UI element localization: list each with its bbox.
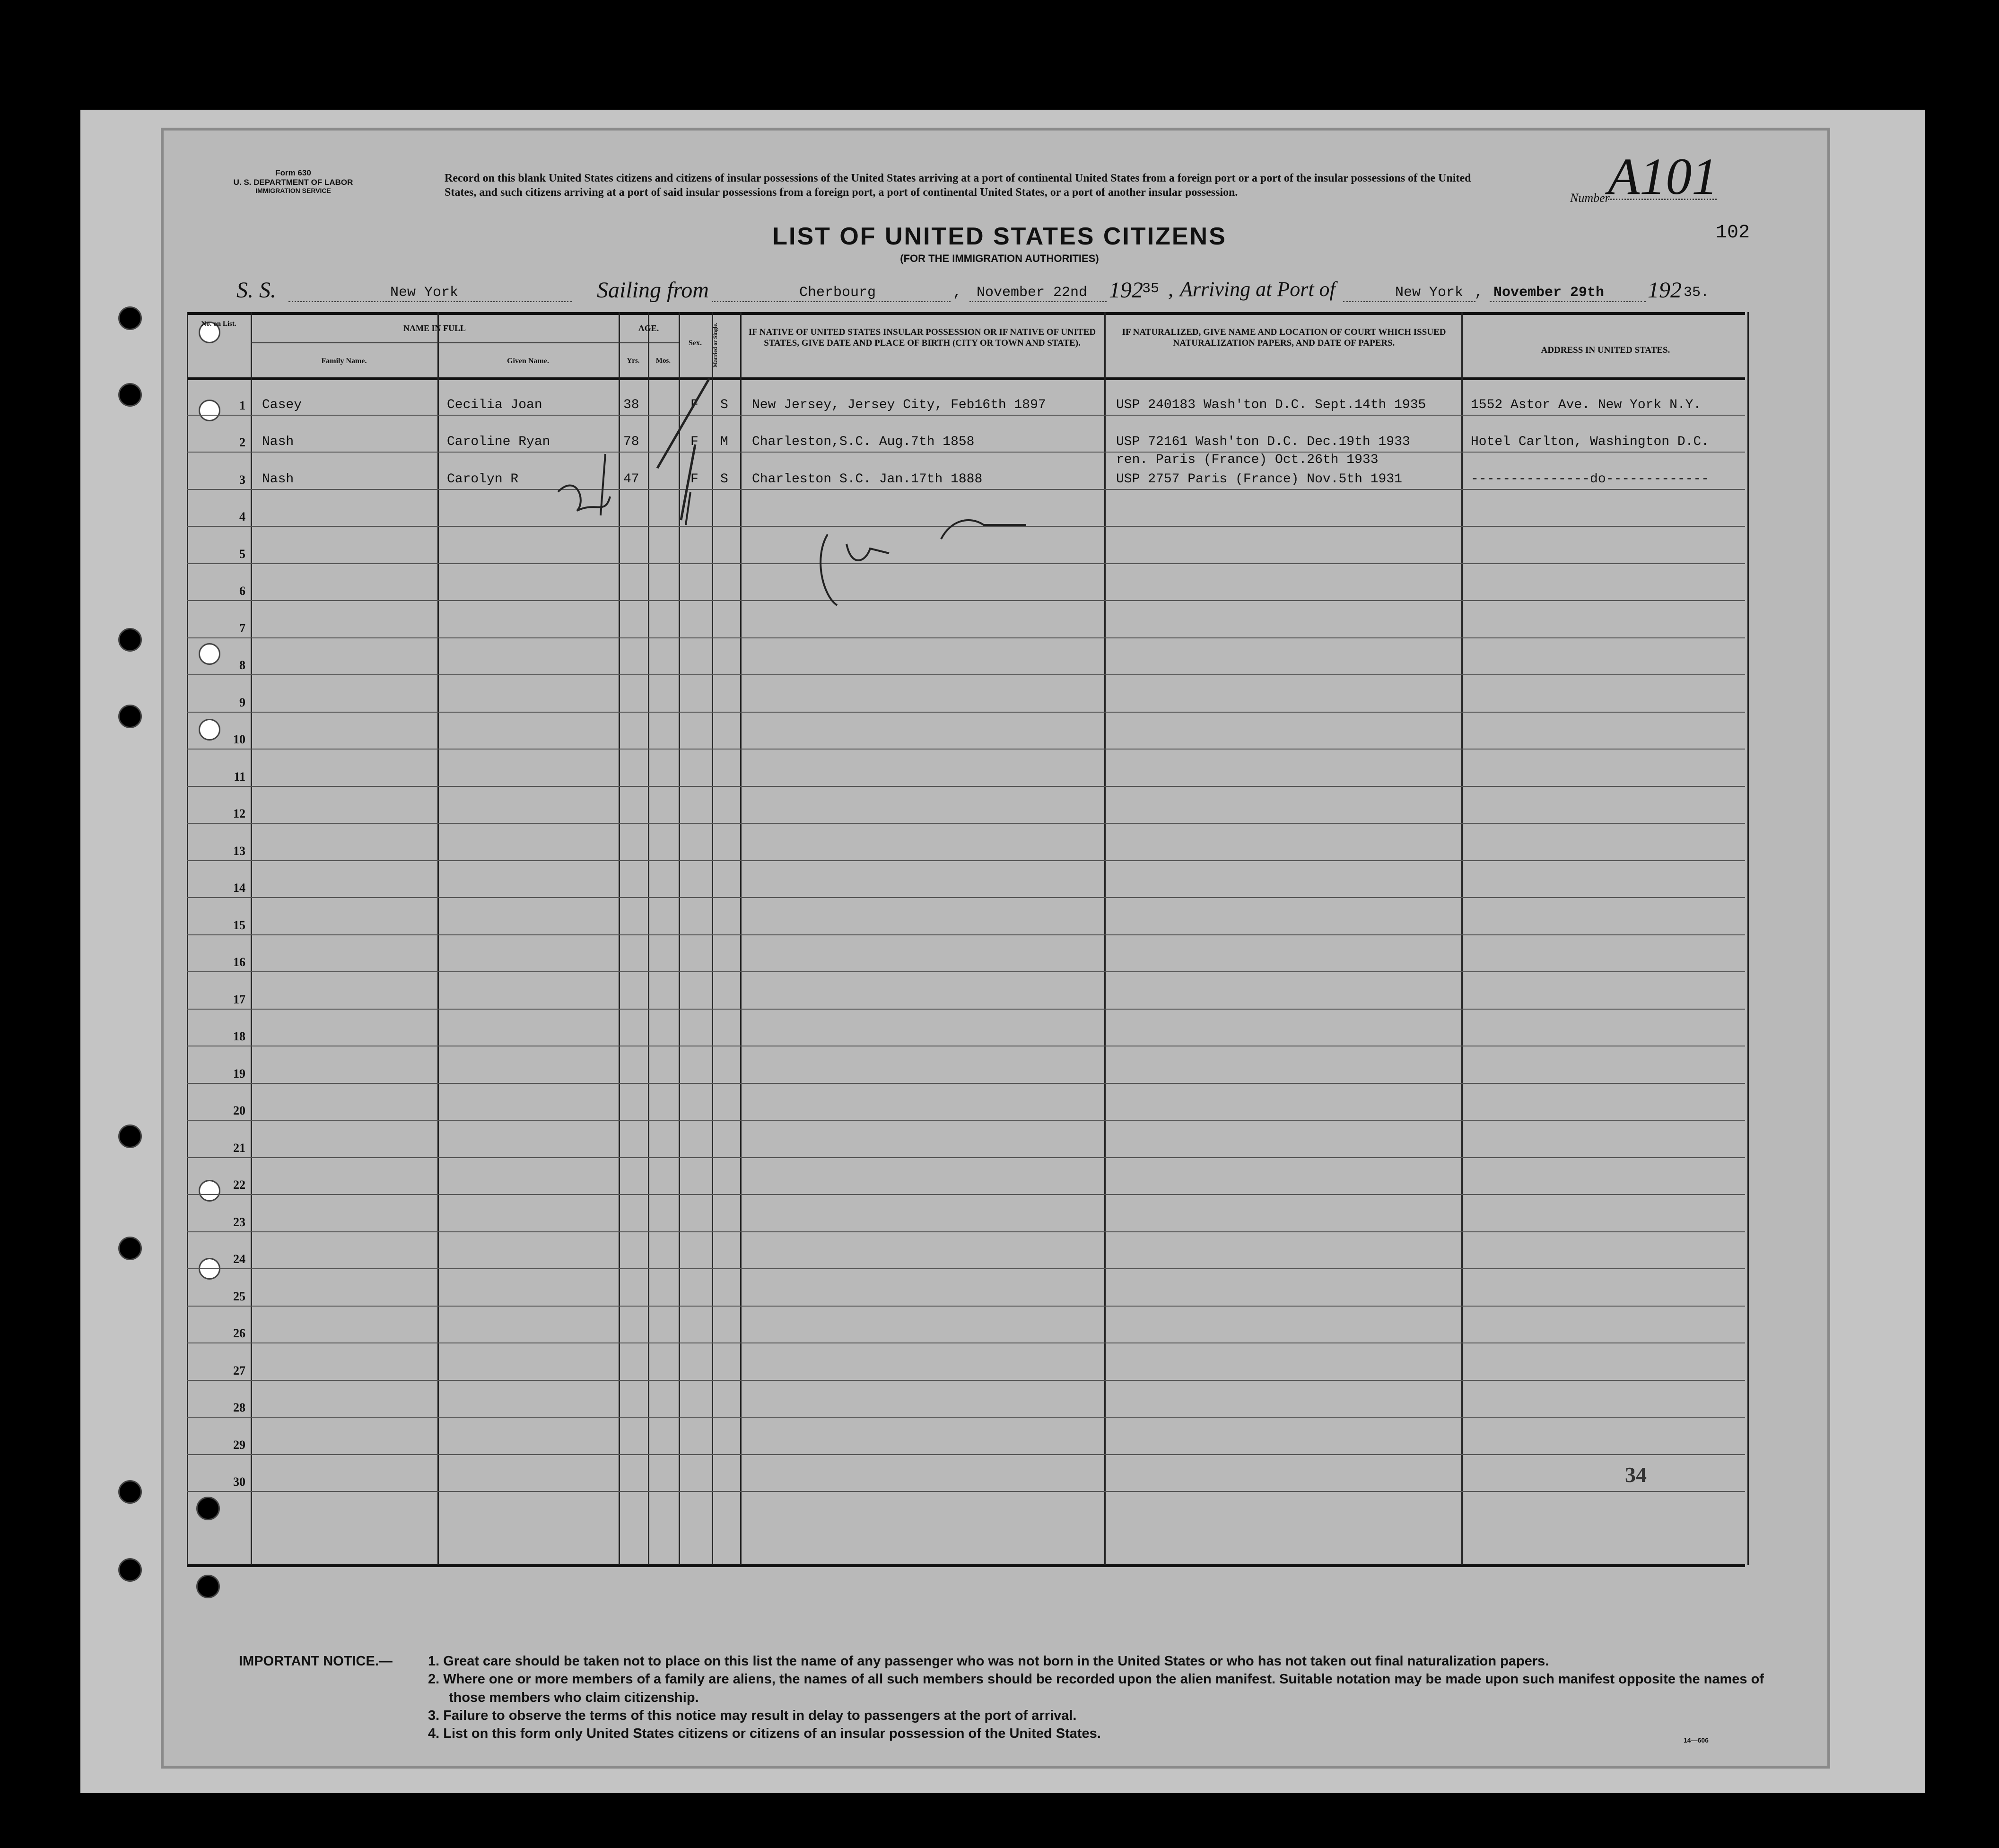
row-number: 23 — [233, 1215, 245, 1229]
sex-cell: F — [690, 397, 698, 412]
notice-item: 3. Failure to observe the terms of this notice may result in delay to passengers at the port of arrival. — [428, 1708, 1077, 1723]
col-header-married: Married or Single. — [712, 323, 718, 368]
naturalization-cell: USP 2757 Paris (France) Nov.5th 1931 — [1116, 471, 1402, 487]
col-header-age: AGE. — [638, 323, 659, 333]
address-cell: ---------------do------------- — [1471, 471, 1710, 487]
row-number: 9 — [239, 695, 245, 709]
col-header-birth: IF NATIVE OF UNITED STATES INSULAR POSSESSION OR IF NATIVE OF UNITED STATES, GIVE DATE AND PLACE OF BIRTH (CITY OR TOWN AND STATE). — [748, 327, 1096, 348]
row-number: 30 — [233, 1475, 245, 1489]
sail-year: 35 — [1142, 281, 1160, 297]
col-header-naturalized: IF NATURALIZED, GIVE NAME AND LOCATION OF COURT WHICH ISSUED NATURALIZATION PAPERS, AND DATE OF PAPERS. — [1122, 327, 1446, 348]
col-header-no: No. on List. — [201, 320, 236, 328]
department: U. S. DEPARTMENT OF LABOR — [233, 177, 353, 187]
row-number: 17 — [233, 992, 245, 1006]
from-port: Cherbourg — [799, 285, 876, 301]
row-number: 10 — [233, 732, 245, 746]
row-number: 21 — [233, 1141, 245, 1155]
naturalization-cell: USP 72161 Wash'ton D.C. Dec.19th 1933 — [1116, 435, 1410, 449]
ss-label: S. S. — [236, 278, 276, 303]
notice-item: 4. List on this form only United States citizens or citizens of an insular possession of the United States. — [428, 1726, 1101, 1742]
sailing-label: Sailing from — [597, 278, 709, 303]
row-number: 20 — [233, 1104, 245, 1117]
arrival-year: 35. — [1684, 285, 1710, 301]
given-name-cell: Caroline Ryan — [447, 435, 550, 449]
family-name-cell: Nash — [262, 471, 294, 487]
notice-item: 1. Great care should be taken not to place on this list the name of any passenger who was not born in the United States or who has not taken out final naturalization papers. — [428, 1654, 1549, 1669]
row-number: 2 — [239, 436, 245, 449]
sail-date: November 22nd — [977, 285, 1088, 301]
address-cell: Hotel Carlton, Washington D.C. — [1471, 435, 1710, 449]
row-number: 29 — [233, 1438, 245, 1452]
address-cell: 1552 Astor Ave. New York N.Y. — [1471, 397, 1702, 412]
row-number: 11 — [234, 769, 245, 784]
ship-name: New York — [390, 285, 459, 301]
row-number: 18 — [233, 1029, 245, 1043]
row-number: 7 — [239, 621, 245, 635]
row-number: 13 — [233, 844, 245, 858]
sex-cell: F — [690, 435, 698, 449]
birthplace-cell: Charleston S.C. Jan.17th 1888 — [752, 471, 983, 487]
row-number: 26 — [233, 1326, 245, 1340]
row-number: 24 — [233, 1252, 245, 1266]
col-header-family: Family Name. — [321, 357, 367, 365]
row-number: 1 — [239, 398, 245, 412]
col-header-given: Given Name. — [507, 357, 549, 365]
notice-lead: IMPORTANT NOTICE.— — [239, 1654, 393, 1669]
voyage-line: S. S. New York Sailing from Cherbourg , November 22nd 192 35 , Arriving at Port of New York , November 29th 192 35. — [236, 278, 1710, 303]
row-number: 4 — [239, 510, 245, 523]
notice-items — [428, 1652, 1781, 1743]
status-cell: S — [720, 397, 728, 412]
row-number: 27 — [233, 1363, 245, 1377]
col-header-yrs: Yrs. — [627, 357, 640, 365]
form-code: 14—606 — [1684, 1736, 1709, 1744]
arrival-date: November 29th — [1493, 285, 1605, 301]
page-number: 102 — [1716, 222, 1750, 244]
age-cell: 78 — [623, 435, 639, 449]
form-number: Form 630 — [275, 168, 311, 177]
notice-item: 2. Where one or more members of a family are aliens, the names of all such members should be recorded upon the alien manifest. Suitable notation may be made upon such manifest opposite the names of those members who claim citizenship. — [428, 1672, 1764, 1705]
col-header-mos: Mos. — [655, 357, 671, 365]
birthplace-cell: New Jersey, Jersey City, Feb16th 1897 — [752, 397, 1046, 412]
number-value: A101 — [1608, 148, 1718, 205]
row-number: 19 — [233, 1066, 245, 1081]
intro-text: Record on this blank United States citizens and citizens of insular possessions of the United States arriving at a port of continental United States from a foreign port or a port of the insular possessions of the United States, and such citizens arriving at a port of said insular possessions from a foreign port, a port of continental United States, or a port of another insular possession. — [445, 172, 1471, 199]
naturalization-cell: USP 240183 Wash'ton D.C. Sept.14th 1935 — [1116, 397, 1426, 412]
service: IMMIGRATION SERVICE — [255, 187, 331, 195]
col-header-address: ADDRESS IN UNITED STATES. — [1541, 345, 1670, 355]
age-cell: 38 — [623, 397, 639, 412]
row-number: 25 — [233, 1289, 245, 1303]
page-subtitle: (FOR THE IMMIGRATION AUTHORITIES) — [900, 253, 1099, 264]
given-name-cell: Cecilia Joan — [447, 397, 542, 412]
row-number: 16 — [233, 955, 245, 969]
status-cell: S — [720, 471, 728, 487]
birthplace-cell: Charleston,S.C. Aug.7th 1858 — [752, 435, 975, 449]
stamp-number: 34 — [1625, 1463, 1647, 1487]
row-number: 22 — [233, 1178, 245, 1192]
status-cell: M — [720, 435, 728, 449]
row-number: 12 — [233, 807, 245, 820]
row-number: 15 — [233, 918, 245, 932]
row-number: 6 — [239, 584, 245, 598]
arrival-year-prefix: 192 — [1648, 278, 1682, 303]
col-header-name: NAME IN FULL — [403, 323, 466, 333]
col-header-sex: Sex. — [689, 339, 702, 347]
number-label: Number — [1570, 191, 1610, 205]
year-prefix: 192 — [1109, 278, 1143, 303]
row-number: 3 — [239, 472, 245, 487]
family-name-cell: Casey — [262, 397, 302, 412]
given-name-cell: Carolyn R — [447, 471, 519, 487]
row-number: 5 — [239, 547, 245, 561]
page-title: LIST OF UNITED STATES CITIZENS — [772, 223, 1227, 250]
arriving-label: Arriving at Port of — [1180, 278, 1336, 301]
row-number: 8 — [239, 658, 245, 672]
naturalization-extra-cell: ren. Paris (France) Oct.26th 1933 — [1116, 453, 1379, 467]
family-name-cell: Nash — [262, 435, 294, 449]
arrival-port: New York — [1395, 285, 1464, 301]
age-cell: 47 — [623, 471, 639, 487]
row-number: 14 — [233, 881, 245, 895]
row-number: 28 — [233, 1401, 245, 1414]
sex-cell: F — [690, 471, 698, 487]
